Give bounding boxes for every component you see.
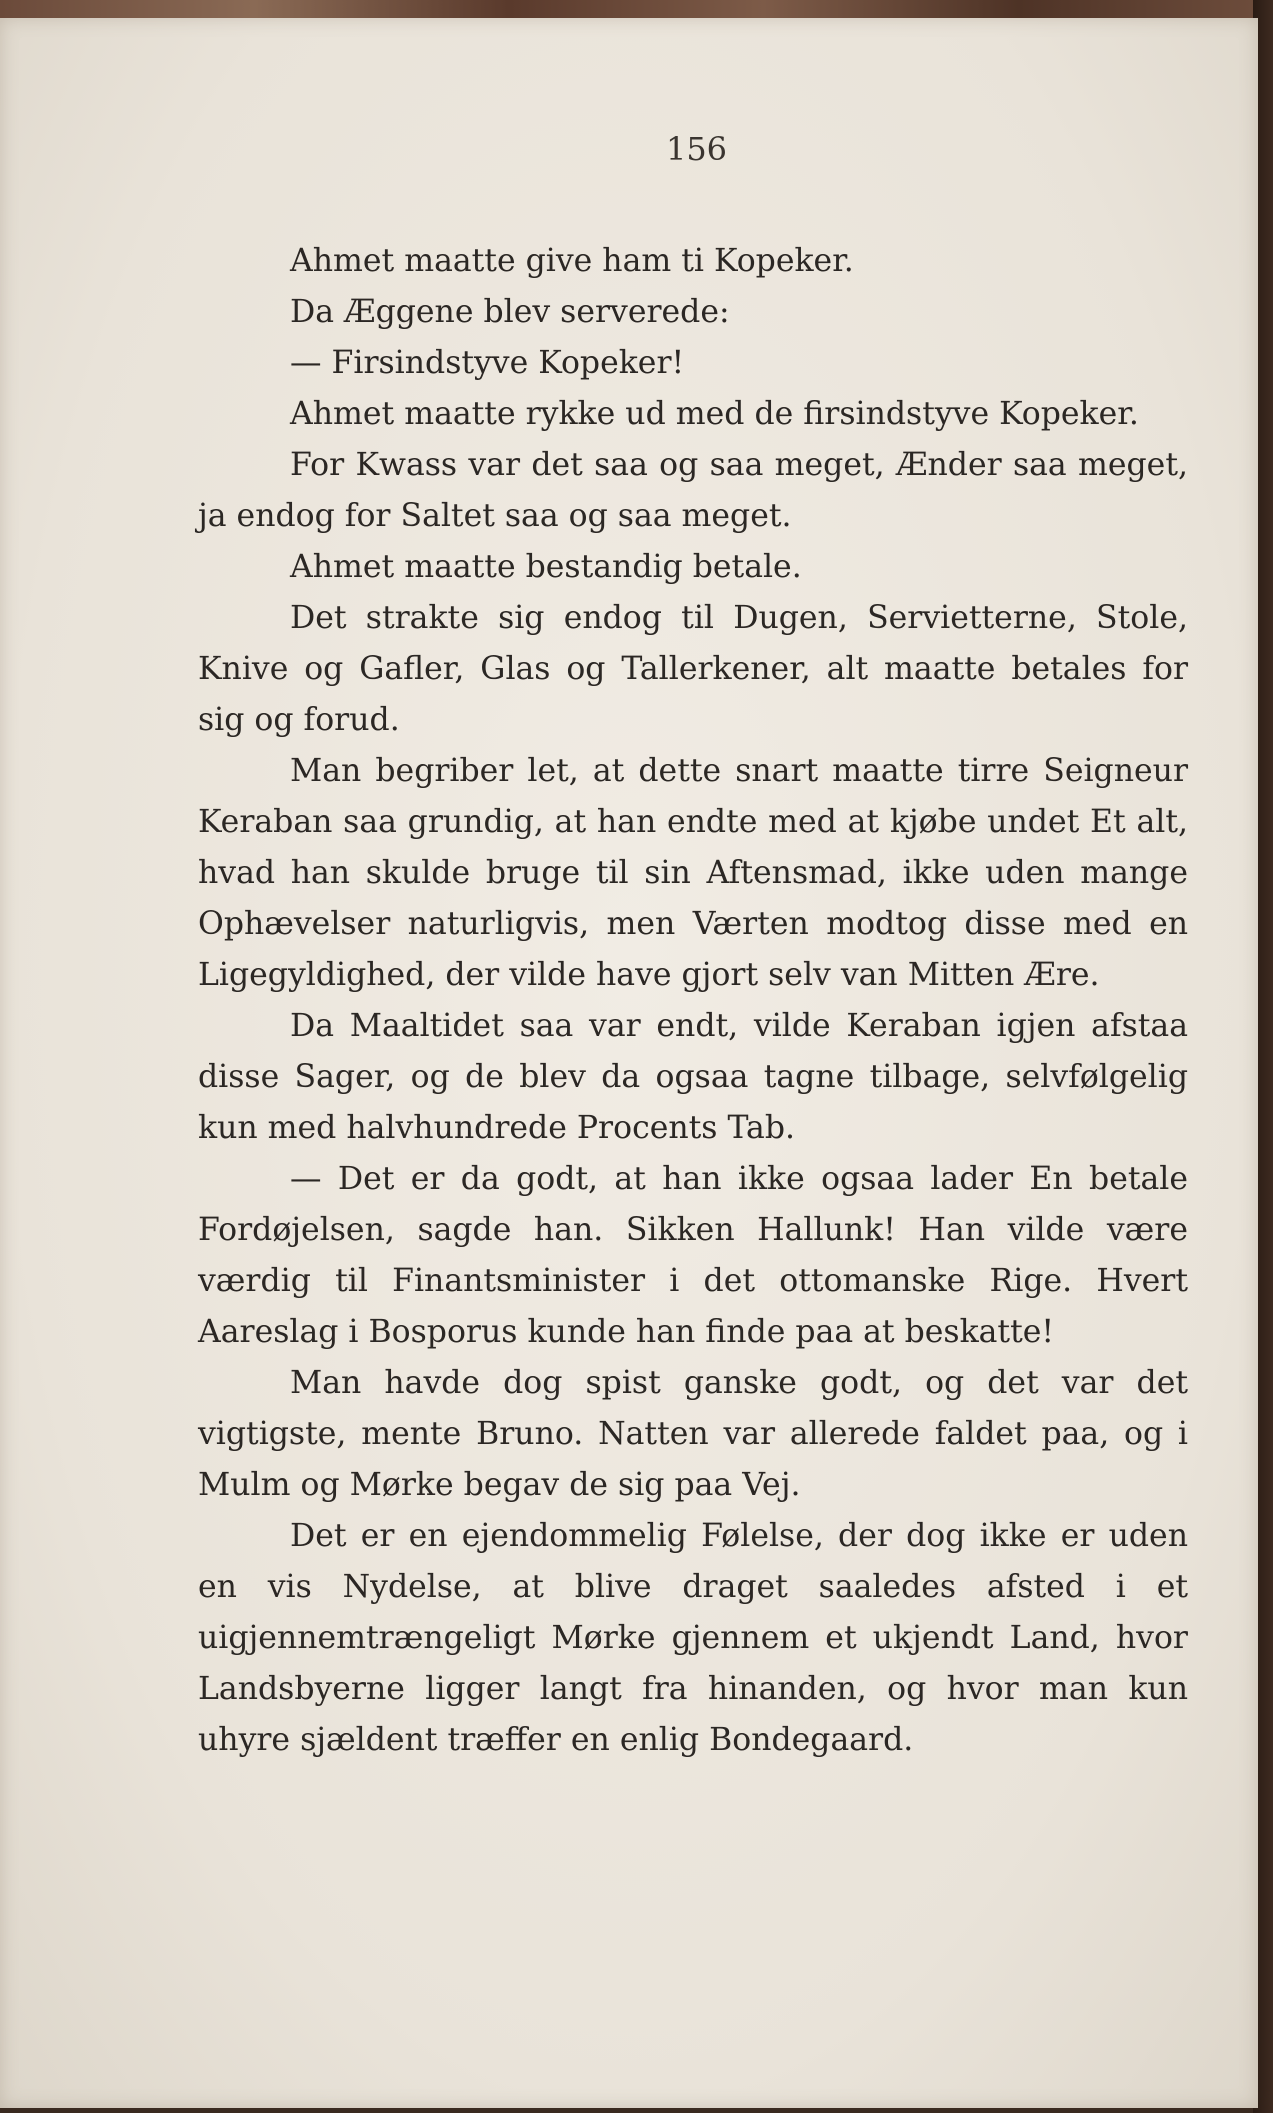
paragraph: For Kwass var det saa og saa meget, Ænder saa meget, ja endog for Saltet saa og saa meget. — [198, 447, 1188, 534]
paragraph: Ahmet maatte bestandig betale. — [290, 549, 802, 585]
paragraph: Man havde dog spist ganske godt, og det var det vigtigste, mente Bruno. Natten var allerede faldet paa, og i Mulm og Mørke begav de sig paa Vej. — [198, 1365, 1188, 1503]
paragraph: Man begriber let, at dette snart maatte tirre Seigneur Keraban saa grundig, at han endte med at kjøbe undet Et alt, hvad han skulde bruge til sin Aftensmad, ikke uden mange Ophævelser naturligvis, men Værten modtog disse med en Ligegyldighed, der vilde have gjort selv van Mitten Ære. — [198, 753, 1188, 993]
paragraph: Det er en ejendommelig Følelse, der dog ikke er uden en vis Nydelse, at blive draget saaledes afsted i et uigjennemtrængeligt Mørke gjennem et ukjendt Land, hvor Landsbyerne ligger langt fra hinanden, og hvor man kun uhyre sjældent træffer en enlig Bondegaard. — [198, 1518, 1188, 1758]
paragraph: Det strakte sig endog til Dugen, Servietterne, Stole, Knive og Gafler, Glas og Tallerkener, alt maatte betales for sig og forud. — [198, 600, 1188, 738]
paragraph: Ahmet maatte rykke ud med de firsindstyve Kopeker. — [290, 396, 1139, 432]
body-text — [198, 236, 1188, 1766]
page-number: 156 — [665, 130, 728, 168]
paragraph: — Firsindstyve Kopeker! — [290, 345, 685, 381]
paragraph: — Det er da godt, at han ikke ogsaa lader En betale Fordøjelsen, sagde han. Sikken Hallunk! Han vilde være værdig til Finantsminister i det ottomanske Rige. Hvert Aareslag i Bosporus kunde han finde paa at beskatte! — [198, 1161, 1188, 1350]
book-page — [0, 18, 1258, 2108]
paragraph: Ahmet maatte give ham ti Kopeker. — [290, 243, 854, 279]
paragraph: Da Æggene blev serverede: — [290, 294, 730, 330]
paragraph: Da Maaltidet saa var endt, vilde Keraban igjen afstaa disse Sager, og de blev da ogsaa tagne tilbage, selvfølgelig kun med halvhundrede Procents Tab. — [198, 1008, 1188, 1146]
